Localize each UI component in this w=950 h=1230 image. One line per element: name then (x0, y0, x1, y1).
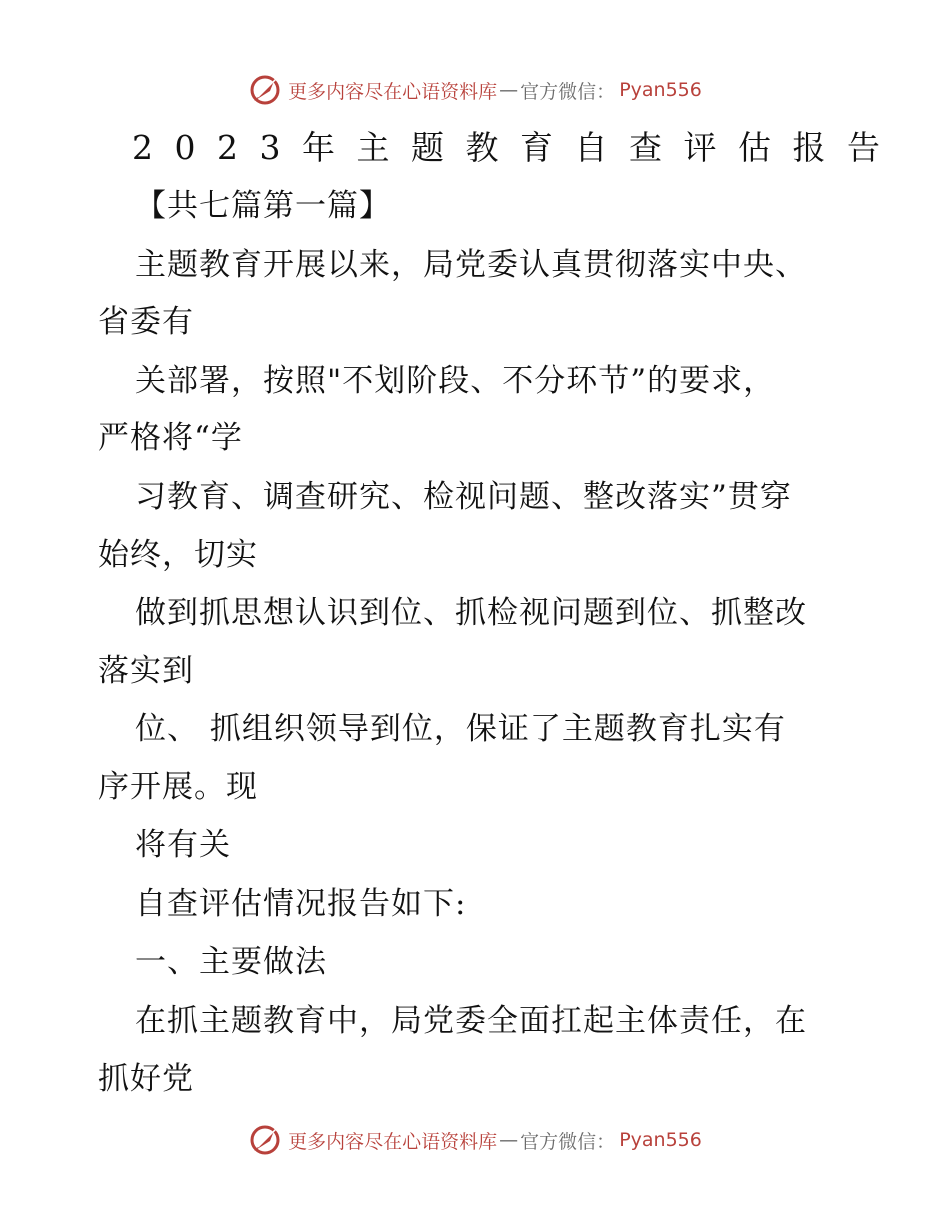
body-line: 位、 抓组织领导到位，保证了主题教育扎实有 (135, 711, 786, 747)
header-banner (0, 70, 950, 110)
banner-wechat-label: 官方微信： (520, 80, 616, 103)
body-line: 抓好党 (98, 1061, 194, 1097)
footer-banner (0, 1120, 950, 1160)
body-line: 做到抓思想认识到位、抓检视问题到位、抓整改 (135, 595, 807, 631)
document-title: 2023年主题教育自查评估报告 (132, 128, 902, 167)
body-line: 自查评估情况报告如下: (135, 886, 467, 922)
banner-wechat-id: Pyan556 (619, 1129, 702, 1151)
body-line: 关部署，按照"不划阶段、不分环节”的要求， (135, 363, 776, 399)
section-heading: 一、主要做法 (135, 944, 327, 980)
banner-wechat-label: 官方微信： (520, 1130, 616, 1153)
banner-text: 更多内容尽在心语资料库 (288, 80, 498, 103)
body-line: 序开展。现 (98, 769, 258, 805)
body-line: 省委有 (98, 304, 194, 340)
banner-text: 更多内容尽在心语资料库 (288, 1130, 498, 1153)
body-line: 习教育、调查研究、检视问题、整改落实”贯穿 (135, 479, 792, 515)
banner-wechat-id: Pyan556 (619, 79, 702, 101)
body-line: 始终，切实 (98, 537, 258, 573)
banner-separator: — (499, 79, 519, 101)
document-subtitle: 【共七篇第一篇】 (135, 188, 391, 224)
body-line: 主题教育开展以来，局党委认真贯彻落实中央、 (135, 247, 807, 283)
body-line: 在抓主题教育中，局党委全面扛起主体责任，在 (135, 1003, 807, 1039)
banner-separator: — (499, 1129, 519, 1151)
feather-logo-icon (248, 1123, 282, 1157)
feather-logo-icon (248, 73, 282, 107)
body-line: 将有关 (135, 827, 231, 863)
body-line: 严格将“学 (98, 420, 243, 456)
body-line: 落实到 (98, 653, 194, 689)
